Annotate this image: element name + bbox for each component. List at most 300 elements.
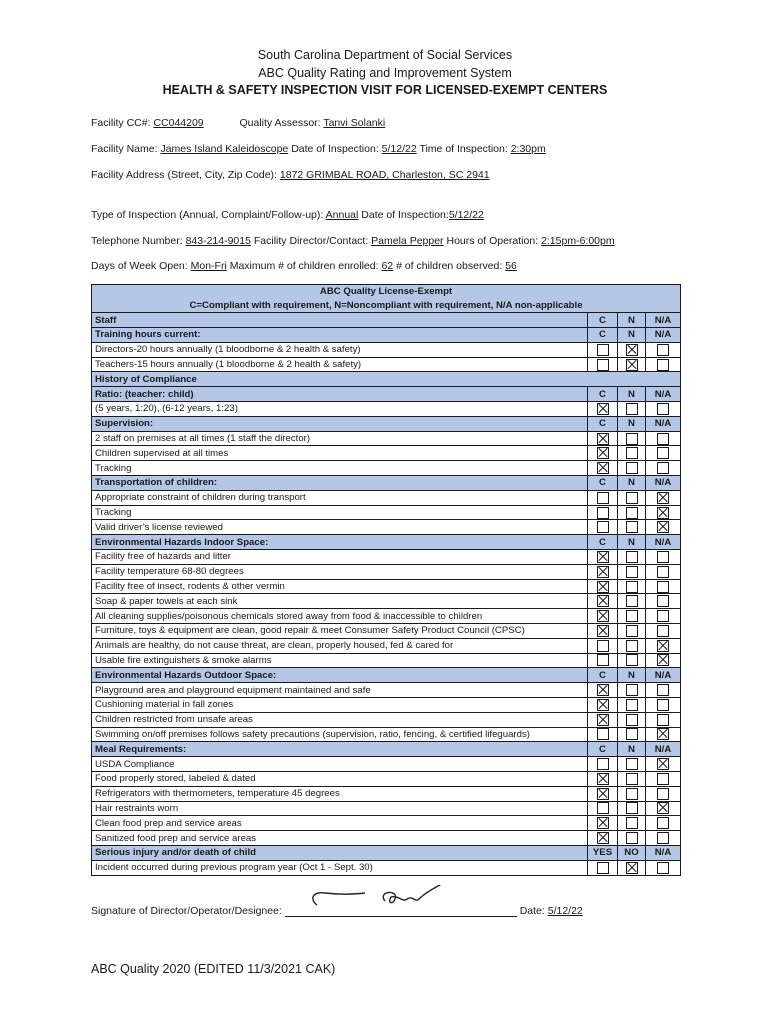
checkbox-c[interactable] bbox=[597, 447, 609, 459]
checklist-row bbox=[92, 550, 681, 565]
column-header: C bbox=[588, 313, 618, 328]
assessor-label: Quality Assessor: bbox=[239, 117, 321, 129]
requirement-text: USDA Compliance bbox=[92, 757, 588, 772]
checkbox-c[interactable] bbox=[597, 344, 609, 356]
requirement-text: Appropriate constraint of children during transport bbox=[92, 490, 588, 505]
requirement-text: Incident occurred during previous program year (Oct 1 - Sept. 30) bbox=[92, 860, 588, 875]
column-header: C bbox=[588, 328, 618, 343]
checkbox-cell bbox=[618, 490, 646, 505]
time-label: Time of Inspection: bbox=[419, 143, 508, 155]
checkbox-cell bbox=[618, 342, 646, 357]
checkbox-cell bbox=[618, 461, 646, 476]
checkbox-cell bbox=[618, 816, 646, 831]
checkbox-cell bbox=[618, 402, 646, 417]
checkbox-c[interactable] bbox=[597, 684, 609, 696]
checkbox-c[interactable] bbox=[597, 433, 609, 445]
requirement-text: Hair restraints worn bbox=[92, 801, 588, 816]
checkbox-c[interactable] bbox=[597, 654, 609, 666]
checkbox-c[interactable] bbox=[597, 862, 609, 874]
checkbox-na[interactable] bbox=[657, 684, 669, 696]
checkbox-na[interactable] bbox=[657, 817, 669, 829]
column-header: N bbox=[618, 535, 646, 550]
checklist-row bbox=[92, 772, 681, 787]
checkbox-c[interactable] bbox=[597, 802, 609, 814]
address-label: Facility Address (Street, City, Zip Code): bbox=[91, 169, 277, 181]
checkbox-na[interactable] bbox=[657, 654, 669, 666]
checkbox-n[interactable] bbox=[626, 462, 638, 474]
column-header: N bbox=[618, 476, 646, 491]
hours-value: 2:15pm-6:00pm bbox=[541, 235, 615, 247]
checkbox-n[interactable] bbox=[626, 714, 638, 726]
checkbox-c[interactable] bbox=[597, 625, 609, 637]
checkbox-n[interactable] bbox=[626, 758, 638, 770]
checkbox-cell bbox=[588, 579, 618, 594]
requirement-text: Tracking bbox=[92, 461, 588, 476]
checkbox-cell bbox=[646, 816, 681, 831]
requirement-text: Soap & paper towels at each sink bbox=[92, 594, 588, 609]
section-title: Transportation of children: bbox=[92, 476, 588, 491]
checkbox-n[interactable] bbox=[626, 595, 638, 607]
checkbox-cell bbox=[588, 431, 618, 446]
checkbox-cell bbox=[588, 727, 618, 742]
checklist-row bbox=[92, 446, 681, 461]
compliance-table bbox=[91, 284, 681, 876]
column-header: N bbox=[618, 416, 646, 431]
checklist-row bbox=[92, 786, 681, 801]
checkbox-n[interactable] bbox=[626, 492, 638, 504]
checkbox-na[interactable] bbox=[657, 521, 669, 533]
checkbox-na[interactable] bbox=[657, 507, 669, 519]
column-header: N/A bbox=[646, 387, 681, 402]
hours-label: Hours of Operation: bbox=[446, 235, 539, 247]
checkbox-cell bbox=[646, 579, 681, 594]
section-header-row bbox=[92, 535, 681, 550]
checkbox-na[interactable] bbox=[657, 699, 669, 711]
time-value: 2:30pm bbox=[510, 143, 546, 155]
checkbox-cell bbox=[618, 786, 646, 801]
column-header: N/A bbox=[646, 416, 681, 431]
checkbox-cell bbox=[646, 446, 681, 461]
checkbox-cell bbox=[646, 698, 681, 713]
checklist-row bbox=[92, 579, 681, 594]
date2-label: Date of Inspection: bbox=[361, 209, 449, 221]
address-value: 1872 GRIMBAL ROAD, Charleston, SC 2941 bbox=[279, 169, 490, 181]
checklist-row bbox=[92, 624, 681, 639]
column-header: YES bbox=[588, 845, 618, 860]
checkbox-cell bbox=[646, 357, 681, 372]
column-header: N bbox=[618, 742, 646, 757]
checklist-row bbox=[92, 490, 681, 505]
checkbox-n[interactable] bbox=[626, 521, 638, 533]
section-title: Training hours current: bbox=[92, 328, 588, 343]
max-label: Maximum # of children enrolled: bbox=[229, 260, 379, 272]
checkbox-cell bbox=[618, 520, 646, 535]
checklist-row bbox=[92, 564, 681, 579]
checkbox-cell bbox=[646, 505, 681, 520]
signature-date-label: Date: bbox=[519, 905, 545, 917]
facility-cc-value: CC044209 bbox=[153, 117, 204, 129]
checkbox-na[interactable] bbox=[657, 492, 669, 504]
checkbox-cell bbox=[646, 801, 681, 816]
checkbox-n[interactable] bbox=[626, 817, 638, 829]
director-value: Pamela Pepper bbox=[371, 235, 444, 247]
checkbox-c[interactable] bbox=[597, 832, 609, 844]
days-label: Days of Week Open: bbox=[91, 260, 188, 272]
requirement-text: 2 staff on premises at all times (1 staff the director) bbox=[92, 431, 588, 446]
checkbox-cell bbox=[646, 757, 681, 772]
checkbox-n[interactable] bbox=[626, 788, 638, 800]
column-header: N/A bbox=[646, 535, 681, 550]
checkbox-c[interactable] bbox=[597, 610, 609, 622]
checkbox-cell bbox=[588, 594, 618, 609]
requirement-text: Animals are healthy, do not cause threat, are clean, properly housed, fed & cared for bbox=[92, 638, 588, 653]
checkbox-cell bbox=[588, 402, 618, 417]
type-value: Annual bbox=[325, 209, 359, 221]
max-value: 62 bbox=[381, 260, 394, 272]
table-legend: C=Compliant with requirement, N=Noncompliant with requirement, N/A non-applicable bbox=[92, 299, 681, 313]
section-header-row bbox=[92, 845, 681, 860]
checkbox-n[interactable] bbox=[626, 699, 638, 711]
checkbox-cell bbox=[588, 698, 618, 713]
column-header: C bbox=[588, 742, 618, 757]
phone-value: 843-214-9015 bbox=[185, 235, 251, 247]
section-header-row bbox=[92, 313, 681, 328]
checkbox-n[interactable] bbox=[626, 551, 638, 563]
checkbox-n[interactable] bbox=[626, 610, 638, 622]
checkbox-cell bbox=[646, 402, 681, 417]
footer-note: ABC Quality 2020 (EDITED 11/3/2021 CAK) bbox=[91, 962, 336, 976]
days-line bbox=[91, 260, 517, 272]
observed-value: 56 bbox=[505, 260, 517, 272]
column-header: N bbox=[618, 313, 646, 328]
checkbox-cell bbox=[618, 550, 646, 565]
section-title: Environmental Hazards Indoor Space: bbox=[92, 535, 588, 550]
checklist-row bbox=[92, 357, 681, 372]
checkbox-cell bbox=[618, 712, 646, 727]
checkbox-cell bbox=[646, 831, 681, 846]
checkbox-cell bbox=[618, 860, 646, 875]
checkbox-cell bbox=[618, 609, 646, 624]
inspection-type-line bbox=[91, 209, 484, 221]
checkbox-cell bbox=[588, 772, 618, 787]
requirement-text: Directors-20 hours annually (1 bloodborne & 2 health & safety) bbox=[92, 342, 588, 357]
checkbox-na[interactable] bbox=[657, 773, 669, 785]
checkbox-n[interactable] bbox=[626, 773, 638, 785]
checkbox-n[interactable] bbox=[626, 447, 638, 459]
checkbox-na[interactable] bbox=[657, 359, 669, 371]
checkbox-cell bbox=[588, 461, 618, 476]
column-header: C bbox=[588, 387, 618, 402]
checklist-row bbox=[92, 638, 681, 653]
section-title: Staff bbox=[92, 313, 588, 328]
requirement-text: Children restricted from unsafe areas bbox=[92, 712, 588, 727]
checklist-row bbox=[92, 461, 681, 476]
checkbox-n[interactable] bbox=[626, 862, 638, 874]
checkbox-cell bbox=[588, 624, 618, 639]
checkbox-cell bbox=[588, 550, 618, 565]
checkbox-na[interactable] bbox=[657, 728, 669, 740]
checkbox-na[interactable] bbox=[657, 403, 669, 415]
requirement-text: Clean food prep and service areas bbox=[92, 816, 588, 831]
section-header-row bbox=[92, 387, 681, 402]
checkbox-cell bbox=[618, 564, 646, 579]
checkbox-n[interactable] bbox=[626, 654, 638, 666]
checkbox-na[interactable] bbox=[657, 610, 669, 622]
checkbox-n[interactable] bbox=[626, 728, 638, 740]
checklist-row bbox=[92, 402, 681, 417]
requirement-text: Usable fire extinguishers & smoke alarms bbox=[92, 653, 588, 668]
checklist-row bbox=[92, 698, 681, 713]
section-title: Meal Requirements: bbox=[92, 742, 588, 757]
checkbox-n[interactable] bbox=[626, 433, 638, 445]
checklist-row bbox=[92, 505, 681, 520]
checkbox-na[interactable] bbox=[657, 581, 669, 593]
checkbox-cell bbox=[588, 683, 618, 698]
checkbox-cell bbox=[646, 712, 681, 727]
checkbox-na[interactable] bbox=[657, 788, 669, 800]
checkbox-c[interactable] bbox=[597, 699, 609, 711]
checkbox-c[interactable] bbox=[597, 566, 609, 578]
checkbox-cell bbox=[618, 698, 646, 713]
checkbox-n[interactable] bbox=[626, 344, 638, 356]
checkbox-cell bbox=[618, 653, 646, 668]
checkbox-cell bbox=[646, 624, 681, 639]
checkbox-cell bbox=[646, 490, 681, 505]
requirement-text: Children supervised at all times bbox=[92, 446, 588, 461]
checkbox-cell bbox=[618, 446, 646, 461]
requirement-text: Food properly stored, labeled & dated bbox=[92, 772, 588, 787]
checklist-row bbox=[92, 653, 681, 668]
checkbox-cell bbox=[646, 683, 681, 698]
checkbox-c[interactable] bbox=[597, 773, 609, 785]
header-system: ABC Quality Rating and Improvement System bbox=[258, 66, 512, 80]
checkbox-cell bbox=[588, 609, 618, 624]
checkbox-cell bbox=[618, 579, 646, 594]
table-legend-row bbox=[92, 299, 681, 313]
checkbox-na[interactable] bbox=[657, 758, 669, 770]
section-header-row bbox=[92, 416, 681, 431]
checkbox-n[interactable] bbox=[626, 684, 638, 696]
observed-label: # of children observed: bbox=[396, 260, 503, 272]
checkbox-cell bbox=[618, 624, 646, 639]
column-header: N bbox=[618, 387, 646, 402]
checklist-row bbox=[92, 727, 681, 742]
checkbox-na[interactable] bbox=[657, 462, 669, 474]
section-title: Supervision: bbox=[92, 416, 588, 431]
checkbox-c[interactable] bbox=[597, 521, 609, 533]
checkbox-cell bbox=[588, 712, 618, 727]
checkbox-cell bbox=[618, 831, 646, 846]
checkbox-na[interactable] bbox=[657, 595, 669, 607]
checkbox-c[interactable] bbox=[597, 507, 609, 519]
checklist-row bbox=[92, 342, 681, 357]
checkbox-c[interactable] bbox=[597, 788, 609, 800]
checkbox-n[interactable] bbox=[626, 802, 638, 814]
checkbox-c[interactable] bbox=[597, 359, 609, 371]
section-header-row bbox=[92, 742, 681, 757]
director-label: Facility Director/Contact: bbox=[253, 235, 369, 247]
checkbox-n[interactable] bbox=[626, 625, 638, 637]
column-header: C bbox=[588, 476, 618, 491]
contact-line bbox=[91, 235, 615, 247]
checkbox-cell bbox=[588, 520, 618, 535]
requirement-text: Tracking bbox=[92, 505, 588, 520]
checkbox-cell bbox=[588, 860, 618, 875]
checklist-row bbox=[92, 816, 681, 831]
checklist-row bbox=[92, 831, 681, 846]
checkbox-cell bbox=[588, 357, 618, 372]
facility-name-label: Facility Name: bbox=[91, 143, 158, 155]
checkbox-cell bbox=[646, 860, 681, 875]
checklist-row bbox=[92, 520, 681, 535]
checkbox-cell bbox=[646, 727, 681, 742]
facility-name-value: James Island Kaleidoscope bbox=[160, 143, 289, 155]
checkbox-cell bbox=[646, 653, 681, 668]
checklist-row bbox=[92, 860, 681, 875]
checkbox-c[interactable] bbox=[597, 640, 609, 652]
checklist-row bbox=[92, 594, 681, 609]
checkbox-cell bbox=[646, 461, 681, 476]
checklist-row bbox=[92, 609, 681, 624]
checkbox-n[interactable] bbox=[626, 640, 638, 652]
checkbox-cell bbox=[588, 638, 618, 653]
checkbox-cell bbox=[646, 342, 681, 357]
days-value: Mon-Fri bbox=[190, 260, 227, 272]
handwritten-signature bbox=[303, 885, 453, 919]
checkbox-cell bbox=[618, 431, 646, 446]
checkbox-cell bbox=[588, 757, 618, 772]
checkbox-c[interactable] bbox=[597, 595, 609, 607]
requirement-text: All cleaning supplies/poisonous chemicals stored away from food & inaccessible to children bbox=[92, 609, 588, 624]
checkbox-n[interactable] bbox=[626, 832, 638, 844]
column-header: N/A bbox=[646, 742, 681, 757]
section-title: Serious injury and/or death of child bbox=[92, 845, 588, 860]
checkbox-cell bbox=[618, 638, 646, 653]
checkbox-c[interactable] bbox=[597, 817, 609, 829]
facility-cc-line bbox=[91, 117, 385, 129]
checklist-row bbox=[92, 683, 681, 698]
checkbox-cell bbox=[618, 357, 646, 372]
checkbox-na[interactable] bbox=[657, 802, 669, 814]
checkbox-c[interactable] bbox=[597, 758, 609, 770]
checkbox-na[interactable] bbox=[657, 625, 669, 637]
signature-line bbox=[91, 905, 583, 917]
column-header: N/A bbox=[646, 313, 681, 328]
date2-value: 5/12/22 bbox=[448, 209, 484, 221]
checkbox-na[interactable] bbox=[657, 433, 669, 445]
checkbox-cell bbox=[588, 446, 618, 461]
checkbox-na[interactable] bbox=[657, 862, 669, 874]
checkbox-cell bbox=[588, 786, 618, 801]
checkbox-na[interactable] bbox=[657, 566, 669, 578]
table-title: ABC Quality License-Exempt bbox=[92, 285, 681, 299]
checkbox-na[interactable] bbox=[657, 714, 669, 726]
requirement-text: Playground area and playground equipment maintained and safe bbox=[92, 683, 588, 698]
phone-label: Telephone Number: bbox=[91, 235, 183, 247]
section-title: History of Compliance bbox=[92, 372, 681, 387]
checkbox-c[interactable] bbox=[597, 581, 609, 593]
checkbox-n[interactable] bbox=[626, 359, 638, 371]
checkbox-c[interactable] bbox=[597, 403, 609, 415]
checkbox-n[interactable] bbox=[626, 403, 638, 415]
column-header: N/A bbox=[646, 845, 681, 860]
checkbox-cell bbox=[588, 342, 618, 357]
checkbox-c[interactable] bbox=[597, 462, 609, 474]
requirement-text: Refrigerators with thermometers, temperature 45 degrees bbox=[92, 786, 588, 801]
checkbox-c[interactable] bbox=[597, 728, 609, 740]
column-header: C bbox=[588, 668, 618, 683]
checklist-row bbox=[92, 757, 681, 772]
checkbox-c[interactable] bbox=[597, 492, 609, 504]
header-agency: South Carolina Department of Social Services bbox=[257, 48, 513, 62]
checkbox-cell bbox=[618, 727, 646, 742]
requirement-text: Facility temperature 68-80 degrees bbox=[92, 564, 588, 579]
column-header: C bbox=[588, 535, 618, 550]
checkbox-n[interactable] bbox=[626, 581, 638, 593]
checkbox-na[interactable] bbox=[657, 640, 669, 652]
requirement-text: Facility free of insect, rodents & other vermin bbox=[92, 579, 588, 594]
section-header-row bbox=[92, 668, 681, 683]
checkbox-cell bbox=[646, 609, 681, 624]
checkbox-na[interactable] bbox=[657, 447, 669, 459]
column-header: N/A bbox=[646, 476, 681, 491]
checkbox-c[interactable] bbox=[597, 714, 609, 726]
assessor-value: Tanvi Solanki bbox=[323, 117, 386, 129]
type-label: Type of Inspection (Annual, Complaint/Follow-up): bbox=[91, 209, 324, 221]
checkbox-cell bbox=[646, 564, 681, 579]
section-title: Ratio: (teacher: child) bbox=[92, 387, 588, 402]
checkbox-cell bbox=[618, 801, 646, 816]
requirement-text: Furniture, toys & equipment are clean, good repair & meet Consumer Safety Product Council (CPSC) bbox=[92, 624, 588, 639]
column-header: N/A bbox=[646, 668, 681, 683]
checkbox-na[interactable] bbox=[657, 344, 669, 356]
checklist-row bbox=[92, 712, 681, 727]
section-header-row bbox=[92, 372, 681, 387]
date-value: 5/12/22 bbox=[381, 143, 417, 155]
facility-name-line bbox=[91, 143, 546, 155]
checkbox-cell bbox=[588, 801, 618, 816]
requirement-text: Sanitized food prep and service areas bbox=[92, 831, 588, 846]
column-header: N bbox=[618, 668, 646, 683]
section-header-row bbox=[92, 328, 681, 343]
address-line bbox=[91, 169, 490, 181]
date-label: Date of Inspection: bbox=[291, 143, 379, 155]
checkbox-cell bbox=[588, 831, 618, 846]
checkbox-cell bbox=[646, 520, 681, 535]
section-header-row bbox=[92, 476, 681, 491]
page-title: HEALTH & SAFETY INSPECTION VISIT FOR LICENSED-EXEMPT CENTERS bbox=[162, 83, 608, 97]
checkbox-n[interactable] bbox=[626, 507, 638, 519]
checkbox-cell bbox=[646, 594, 681, 609]
table-title-row bbox=[92, 285, 681, 299]
checkbox-c[interactable] bbox=[597, 551, 609, 563]
checklist-row bbox=[92, 431, 681, 446]
checkbox-cell bbox=[618, 757, 646, 772]
requirement-text: Facility free of hazards and litter bbox=[92, 550, 588, 565]
requirement-text: Valid driver’s license reviewed bbox=[92, 520, 588, 535]
checkbox-na[interactable] bbox=[657, 551, 669, 563]
signature-field[interactable] bbox=[285, 905, 517, 917]
checkbox-cell bbox=[588, 564, 618, 579]
checkbox-cell bbox=[618, 683, 646, 698]
column-header: C bbox=[588, 416, 618, 431]
checkbox-n[interactable] bbox=[626, 566, 638, 578]
column-header: N bbox=[618, 328, 646, 343]
checkbox-na[interactable] bbox=[657, 832, 669, 844]
requirement-text: Teachers-15 hours annually (1 bloodborne & 2 health & safety) bbox=[92, 357, 588, 372]
checkbox-cell bbox=[646, 772, 681, 787]
section-title: Environmental Hazards Outdoor Space: bbox=[92, 668, 588, 683]
